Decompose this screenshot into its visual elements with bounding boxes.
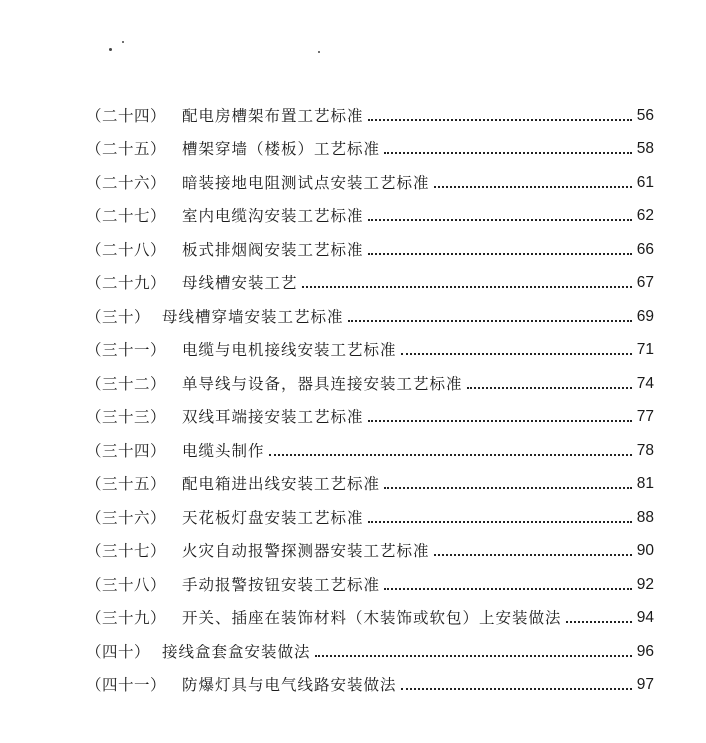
toc-entry-title: 电缆与电机接线安装工艺标准: [182, 341, 397, 360]
scan-speck: [318, 51, 320, 53]
toc-entry-page: 71: [636, 341, 654, 359]
toc-entry-title: 防爆灯具与电气线路安装做法: [182, 676, 397, 695]
toc-dot-leader: [368, 218, 632, 221]
toc-entry-number: （三十三）: [86, 408, 167, 427]
toc-entry-number: （三十四）: [86, 441, 167, 460]
toc-dot-leader: [467, 386, 632, 389]
toc-entry[interactable]: [86, 595, 654, 629]
toc-entry[interactable]: [86, 327, 654, 361]
table-of-contents: [86, 92, 654, 695]
toc-dot-leader: [315, 654, 632, 657]
toc-dot-leader: [269, 453, 632, 456]
toc-entry[interactable]: [86, 394, 654, 428]
toc-entry-title: 双线耳端接安装工艺标准: [182, 408, 364, 427]
toc-entry[interactable]: [86, 561, 654, 595]
toc-entry-page: 56: [636, 106, 654, 124]
toc-entry[interactable]: [86, 360, 654, 394]
toc-entry-title: 配电房槽架布置工艺标准: [182, 106, 364, 125]
toc-dot-leader: [302, 285, 632, 288]
toc-entry-number: （二十四）: [86, 106, 167, 125]
toc-dot-leader: [384, 151, 632, 154]
toc-entry-page: 74: [636, 374, 654, 392]
toc-entry-number: （四十一）: [86, 676, 167, 695]
toc-dot-leader: [434, 185, 632, 188]
toc-entry-number: （三十七）: [86, 542, 167, 561]
scan-speck: [122, 41, 124, 43]
toc-entry[interactable]: [86, 226, 654, 260]
toc-dot-leader: [384, 486, 632, 489]
toc-entry-title: 接线盒套盒安装做法: [162, 642, 311, 661]
toc-dot-leader: [384, 587, 632, 590]
toc-entry[interactable]: [86, 427, 654, 461]
toc-entry-page: 90: [636, 542, 654, 560]
toc-dot-leader: [368, 118, 632, 121]
toc-entry-number: （二十九）: [86, 274, 167, 293]
toc-entry-title: 槽架穿墙（楼板）工艺标准: [182, 140, 381, 159]
toc-entry-number: （三十）: [86, 307, 151, 326]
toc-dot-leader: [348, 319, 632, 322]
toc-entry[interactable]: [86, 628, 654, 662]
toc-entry-title: 开关、插座在装饰材料（木装饰或软包）上安装做法: [182, 609, 562, 628]
toc-entry[interactable]: [86, 260, 654, 294]
toc-entry-title: 暗装接地电阻测试点安装工艺标准: [182, 173, 430, 192]
toc-entry[interactable]: [86, 92, 654, 126]
toc-dot-leader: [434, 553, 632, 556]
toc-entry[interactable]: [86, 293, 654, 327]
toc-entry[interactable]: [86, 193, 654, 227]
toc-entry[interactable]: [86, 461, 654, 495]
toc-entry-page: 66: [636, 240, 654, 258]
toc-entry[interactable]: [86, 528, 654, 562]
toc-entry-page: 88: [636, 508, 654, 526]
toc-entry-number: （二十八）: [86, 240, 167, 259]
toc-entry-title: 火灾自动报警探测器安装工艺标准: [182, 542, 430, 561]
toc-entry-page: 97: [636, 676, 654, 694]
toc-entry-title: 配电箱进出线安装工艺标准: [182, 475, 381, 494]
toc-dot-leader: [368, 520, 632, 523]
toc-entry-number: （三十二）: [86, 374, 167, 393]
toc-entry-title: 天花板灯盘安装工艺标准: [182, 508, 364, 527]
toc-entry-page: 61: [636, 173, 654, 191]
toc-entry-page: 67: [636, 274, 654, 292]
toc-entry-page: 77: [636, 408, 654, 426]
toc-entry-title: 板式排烟阀安装工艺标准: [182, 240, 364, 259]
toc-entry-page: 62: [636, 207, 654, 225]
toc-entry[interactable]: [86, 126, 654, 160]
toc-entry-page: 58: [636, 140, 654, 158]
toc-entry-number: （二十五）: [86, 140, 167, 159]
toc-dot-leader: [368, 252, 632, 255]
scan-speck: [109, 48, 112, 51]
toc-entry-title: 母线槽安装工艺: [182, 274, 298, 293]
toc-dot-leader: [401, 687, 632, 690]
toc-entry-number: （三十六）: [86, 508, 167, 527]
toc-entry-page: 96: [636, 642, 654, 660]
toc-entry-title: 手动报警按钮安装工艺标准: [182, 575, 381, 594]
toc-dot-leader: [368, 419, 632, 422]
toc-entry-number: （四十）: [86, 642, 151, 661]
toc-entry-page: 92: [636, 575, 654, 593]
toc-entry-title: 室内电缆沟安装工艺标准: [182, 207, 364, 226]
toc-entry-number: （三十九）: [86, 609, 167, 628]
toc-entry-title: 母线槽穿墙安装工艺标准: [162, 307, 344, 326]
toc-entry-page: 94: [636, 609, 654, 627]
toc-entry-page: 78: [636, 441, 654, 459]
toc-entry-number: （三十八）: [86, 575, 167, 594]
toc-entry[interactable]: [86, 159, 654, 193]
toc-entry-number: （二十七）: [86, 207, 167, 226]
toc-dot-leader: [401, 352, 632, 355]
toc-entry-page: 69: [636, 307, 654, 325]
toc-entry-number: （二十六）: [86, 173, 167, 192]
toc-entry[interactable]: [86, 494, 654, 528]
toc-entry-title: 电缆头制作: [182, 441, 265, 460]
toc-entry-title: 单导线与设备，器具连接安装工艺标准: [182, 374, 463, 393]
toc-entry[interactable]: [86, 662, 654, 696]
toc-dot-leader: [566, 620, 632, 623]
toc-entry-number: （三十一）: [86, 341, 167, 360]
toc-entry-page: 81: [636, 475, 654, 493]
toc-entry-number: （三十五）: [86, 475, 167, 494]
